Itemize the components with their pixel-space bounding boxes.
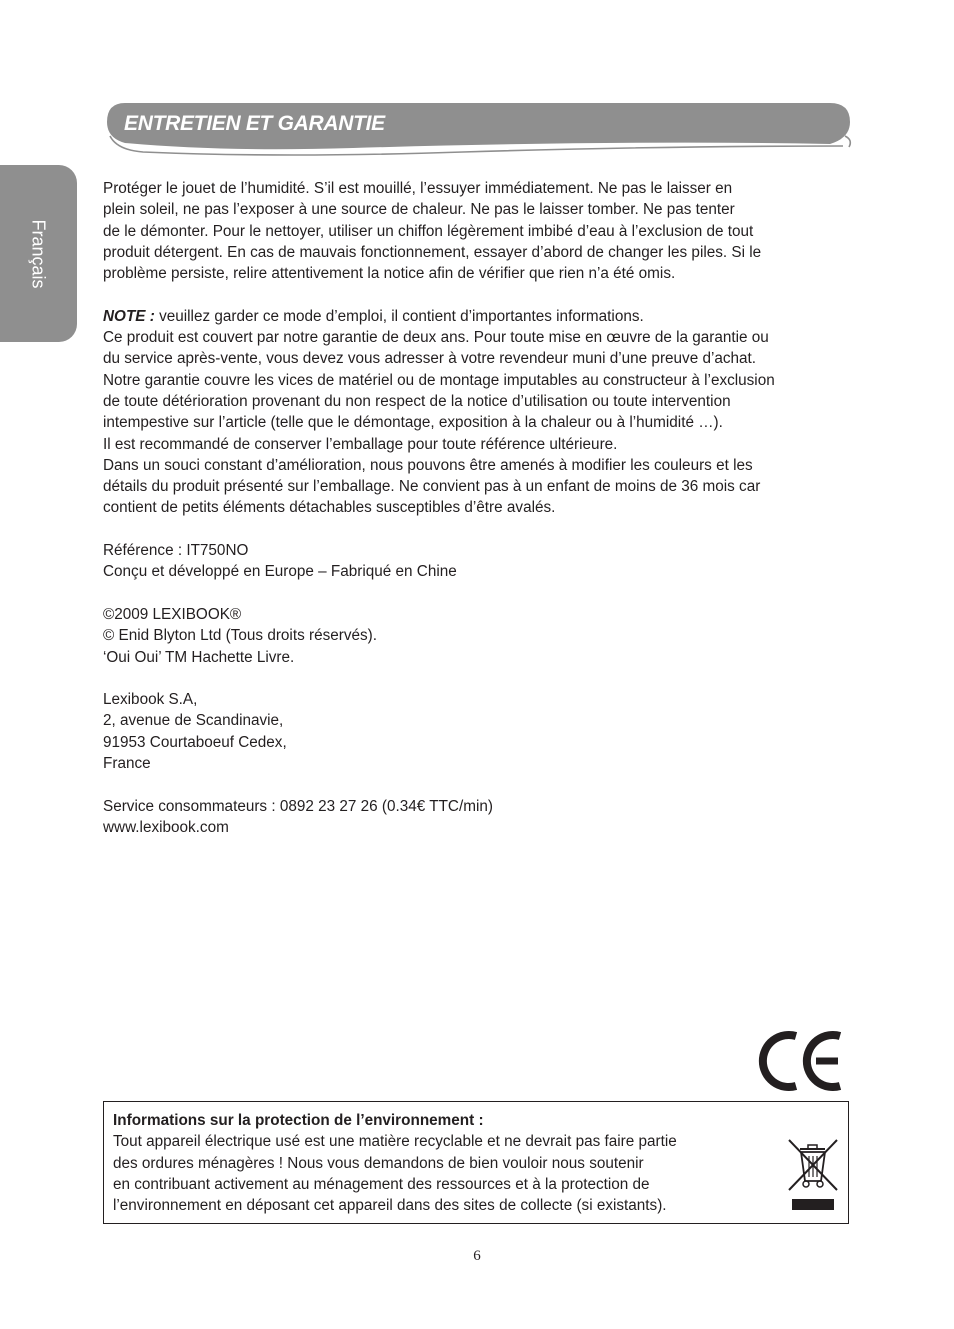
warranty-line: Dans un souci constant d’amélioration, nous pouvons être amenés à modifier les couleurs et les [103,456,753,474]
warranty-line: Ce produit est couvert par notre garantie de deux ans. Pour toute mise en œuvre de la garantie ou [103,329,769,347]
address-city: 91953 Courtaboeuf Cedex, [103,733,287,751]
service-block [103,796,863,839]
warranty-line: du service après-vente, vous devez vous adresser à votre revendeur muni d’une preuve d’achat. [103,350,757,368]
care-paragraph [103,178,863,284]
warranty-line: intempestive sur l’article (telle que le démontage, exposition à la chaleur ou à l’humidité …). [103,414,723,432]
origin-statement: Conçu et développé en Europe – Fabriqué en Chine [103,563,457,581]
warranty-line: Il est recommandé de conserver l’emballage pour toute référence ultérieure. [103,435,618,453]
environment-text [113,1110,677,1216]
language-tab-label: Français [28,219,49,289]
reference-number: Référence : IT750NO [103,542,249,560]
section-banner [103,100,855,162]
content [103,178,863,838]
page-number: 6 [473,1248,481,1264]
note-label: NOTE : [103,307,155,325]
note-line [103,306,863,327]
environment-line: l’environnement en déposant cet appareil dans des sites de collecte (si existants). [113,1197,667,1215]
address-country: France [103,755,151,773]
environment-line: en contribuant activement au ménagement des ressources et à la protection de [113,1175,650,1193]
care-line: plein soleil, ne pas l’exposer à une source de chaleur. Ne pas le laisser tomber. Ne pas tenter [103,201,735,219]
warranty-line: détails du produit présenté sur l’emballage. Ne convient pas à un enfant de moins de 36 mois car [103,478,761,496]
warranty-line: contient de petits éléments détachables susceptibles d’être avalés. [103,499,556,517]
section-title: ENTRETIEN ET GARANTIE [124,112,385,135]
copyright-line: © Enid Blyton Ltd (Tous droits réservés). [103,627,377,645]
website-link[interactable]: www.lexibook.com [103,818,229,836]
environment-title: Informations sur la protection de l’environnement : [113,1112,484,1129]
address-block [103,689,863,774]
note-text: veuillez garder ce mode d’emploi, il contient d’importantes informations. [154,307,644,325]
care-line: Protéger le jouet de l’humidité. S’il est mouillé, l’essuyer immédiatement. Ne pas le laisser en [103,180,733,197]
address-street: 2, avenue de Scandinavie, [103,712,284,730]
care-line: produit détergent. En cas de mauvais fonctionnement, essayer d’abord de changer les piles. Si le [103,243,762,261]
environment-line: Tout appareil électrique usé est une matière recyclable et ne devrait pas faire partie [113,1133,677,1151]
care-line: problème persiste, relire attentivement la notice afin de vérifier que rien n’a été omis. [103,265,676,283]
copyright-line: ‘Oui Oui’ TM Hachette Livre. [103,648,295,666]
reference-block [103,540,863,583]
warranty-line: de toute détérioration provenant du non respect de la notice d’utilisation ou toute intervention [103,392,731,410]
environment-line: des ordures ménagères ! Nous vous demandons de bien vouloir nous soutenir [113,1154,644,1172]
environment-info-box [103,1101,849,1224]
copyright-block [103,604,863,668]
crossed-bin-icon [784,1136,842,1214]
warranty-line: Notre garantie couvre les vices de matériel ou de montage imputables au constructeur à l’exclusion [103,371,775,389]
copyright-line: ©2009 LEXIBOOK® [103,605,242,623]
address-company: Lexibook S.A, [103,691,198,709]
service-phone: Service consommateurs : 0892 23 27 26 (0.34€ TTC/min) [103,797,493,815]
care-line: de le démonter. Pour le nettoyer, utiliser un chiffon légèrement imbibé d’eau à l’exclusion de tout [103,222,754,240]
warranty-paragraph [103,306,863,519]
ce-mark-icon [758,1030,844,1092]
